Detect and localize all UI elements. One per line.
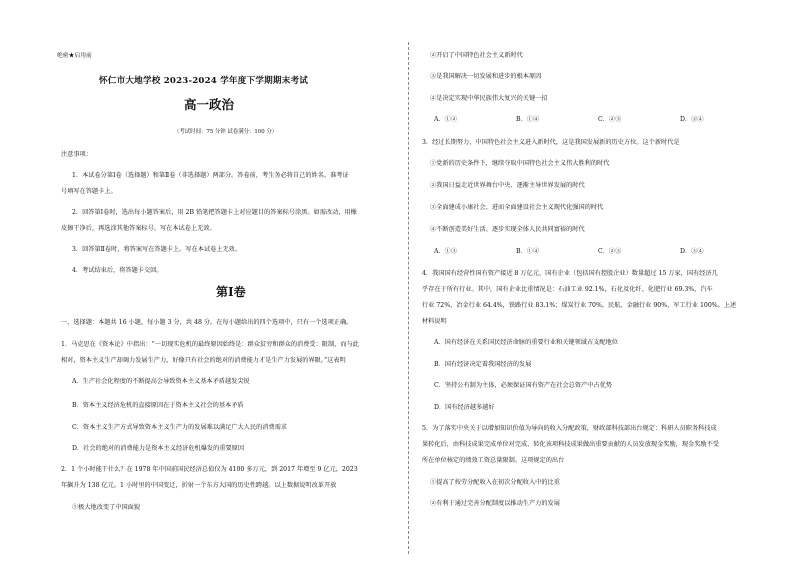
notes-heading: 注意事项： [61,151,92,158]
section-title: 第Ⅰ卷 [216,285,246,299]
q1-stem-line-2: 相对，资本主义生产却竭力发展生产力，好像只有社会的绝对的消费能力才是生产力发展的界限。”这表明 [61,357,346,364]
q2-option-3: ③是我国解决一切发展和进步的根本原因 [430,73,542,80]
q3-item-1: ①党新的历史条件下，继续夺取中国特色社会主义伟大胜利的时代 [430,160,610,167]
exam-info: （考试时间：75 分钟 试卷满分：100 分） [174,129,278,135]
secret-mark: 绝密★启用前 [57,53,92,59]
q5-item-2: ②有利于通过完善分配制度以推动生产力的发展 [430,500,560,507]
q4-option-d: D．国有经济越多越好 [434,404,495,411]
q2-choice-b: B．①④ [516,116,540,123]
q2-choice-a: A．①② [434,116,458,123]
q3-item-4: ④不断创造美好生活、逐步实现全体人民共同富裕的时代 [430,226,585,233]
q5-stem-line-3: 所在单位核定的绩效工资总量限制。这项规定的出台 [422,457,565,464]
q3-item-2: ②我国日益走近世界舞台中央、逐渐主导世界发展的时代 [430,182,585,189]
q2-choice-d: D．③④ [680,116,704,123]
note-3: 3．回答第Ⅱ卷时，将答案写在答题卡上。写在本试卷上无效。 [72,246,242,253]
q2-option-2: ②开启了中国特色社会主义新时代 [430,52,523,59]
note-1-line-1: 1．本试卷分第Ⅰ卷（选择题）和第Ⅱ卷（非选择题）两部分。答卷前，考生务必将自己的姓名、准考证 [72,172,349,179]
q2-stem-line-2: 年飙升为 138 亿元。1 小时里的中国变迁，折射一个东方大国的历史性跨越。以上数据说明改革开放 [61,482,337,489]
q3-stem: 3．经过长期努力，中国特色社会主义进入新时代，这是我国发展新的历史方位。这个新时代是 [422,139,680,146]
q2-choice-c: C．②③ [598,116,622,123]
q5-item-1: ①提高了按劳分配收入在初次分配收入中的比重 [430,479,560,486]
q5-stem-line-2: 果转化后，由科技成果完成单位对完成、转化该项科技成果做出重要贡献的人员发放现金奖励，现金奖励不受 [422,441,719,448]
q3-choice-a: A．①③ [434,248,458,255]
column-divider [408,42,409,554]
q2-option-4: ④是决定实现中华民族伟大复兴的关键一招 [430,95,548,102]
q4-option-b: B．国有经济决定着我国经济的发展 [434,361,532,368]
note-2-line-1: 2．回答第Ⅰ卷时，选出每小题答案后，用 2B 铅笔把答题卡上对应题目的答案标号涂黑。如需改动，用橡 [72,209,357,216]
q3-choice-b: B．①④ [516,248,540,255]
q1-option-c: C．资本主义生产方式导致资本主义生产力的发展难以满足广大人民的消费需求 [72,424,288,431]
q1-stem-line-1: 1．马克思在《资本论》中指出：“一切现实危机的最终原因始终是：群众贫穷和群众的消费受：限制，而与此 [61,341,359,348]
note-4: 4．考试结束后，将答题卡交回。 [72,267,163,274]
q4-option-c: C．坚持公有制为主体，必须保证国有资产在社会总资产中占优势 [434,382,612,389]
subject-title: 高一政治 [184,97,235,112]
q2-option-1: ①极大地改变了中国面貌 [72,504,141,511]
q1-option-b: B．资本主义经济危机的直接原因在于资本主义社会的基本矛盾 [72,402,244,409]
section-instruction: 一、选择题：本题共 16 小题，每小题 3 分，共 48 分。在每小题给出的四个选项中，只有一个选项正确。 [61,319,353,326]
q1-option-a: A．生产社会化程度的不断提高会导致资本主义基本矛盾越发尖锐 [72,378,250,385]
note-1-line-2: 号填写在答题卡上。 [61,188,117,195]
q3-choice-c: C．②③ [598,248,622,255]
exam-title: 怀仁市大地学校 2023-2024 学年度下学期期末考试 [99,76,309,86]
q4-stem-line-1: 4．我国国有经营性国有资产接近 8 万亿元，国有企业（包括国有控股企业）数量超过 15 万家，国有经济几 [422,270,718,277]
q1-option-d: D．社会的绝对的消费能力是资本主义经济危机爆发的重要原因 [72,445,245,452]
q3-choice-d: D．③④ [680,248,704,255]
q4-stem-line-3: 行业 72%，冶金行业 64.4%，铁路行业 83.1%；煤炭行业 70%，民航、金融行业 90%，军工行业 100%。上述 [422,302,737,309]
q5-stem-line-1: 5．为了落实中央关于以增加知识价值为导向的收入分配政策，财政部科技部出台规定：科研人员职务科技成 [422,425,717,432]
q4-option-a: A．国有经济在关系国民经济命脉的重要行业和关键领域占支配地位 [434,339,618,346]
note-2-line-2: 皮擦干净后，再选涂其他答案标号。写在本试卷上无效。 [61,225,216,232]
q4-stem-line-4: 材料说明 [422,318,447,325]
q4-stem-line-2: 乎存在于所有行业。其中，国有企业比重情况是：石油工业 92.1%，石化及化纤、化肥行业 69.3%，汽车 [422,286,713,293]
q2-stem-line-1: 2．1 个小时能干什么？在 1978 年中国前国民经济总值仅为 4100 多万元，到 2017 年增至 9 亿元，2023 [61,466,358,473]
q3-item-3: ③全面建成小康社会、进而全面建设社会主义现代化强国的时代 [430,204,604,211]
